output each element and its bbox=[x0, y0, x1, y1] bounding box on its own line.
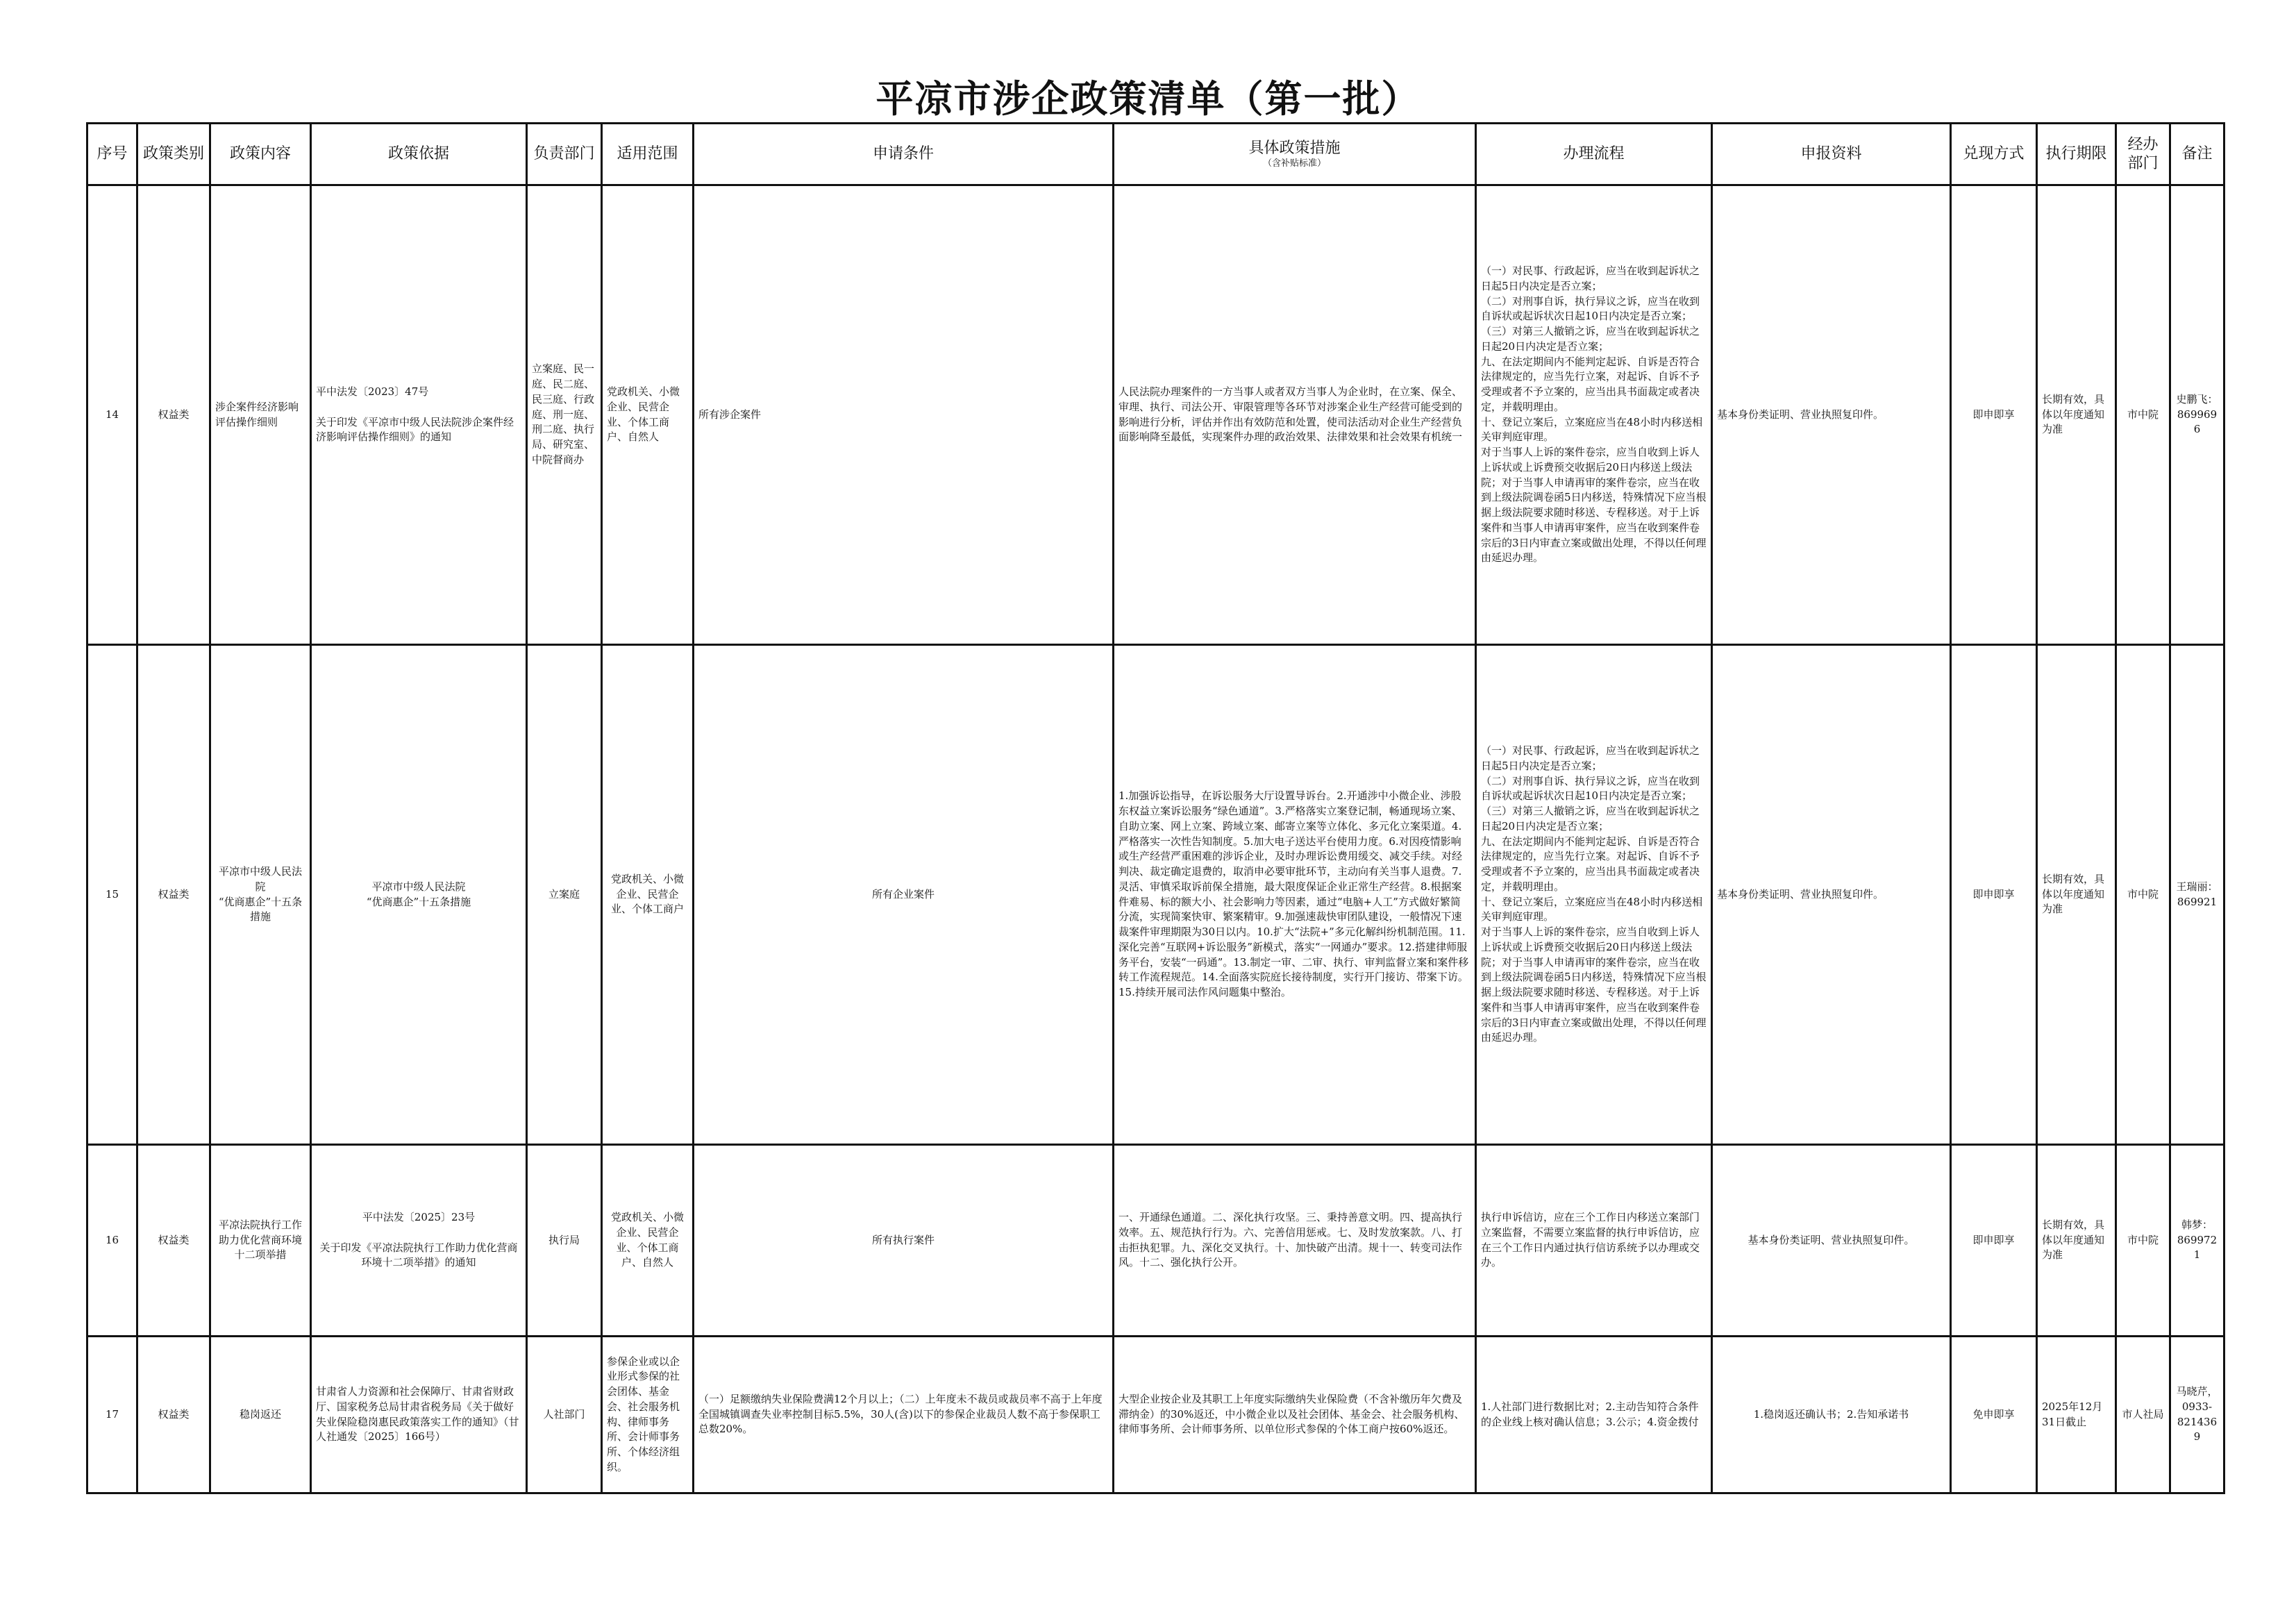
cell-content: 涉企案件经济影响评估操作细则 bbox=[210, 185, 311, 645]
header-remark: 备注 bbox=[2170, 124, 2224, 185]
cell-process: （一）对民事、行政起诉，应当在收到起诉状之日起5日内决定是否立案； （二）对刑事自诉，执行异议之诉，应当在收到自诉状或起诉状次日起10日内决定是否立案； （三）对第三人撤销之诉，应当在收到起诉状之日起20日内决定是否立案； 九、在法定期间内不能判定起诉、自诉是否符合法律规定的，应当先行立案，对起诉、自诉不予受理或者不予立案的，应当出具书面裁定或者决定，并载明理由。 十、登记立案后，立案庭应当在48小时内移送相关审判庭审理。 对于当事人上诉的案件卷宗，应当自收到上诉人上诉状或上诉费预交收据后20日内移送上级法院；对于当事人申请再审的案件卷宗，应当在收到上级法院调卷函5日内移送，特殊情况下应当根据上级法院要求随时移送、专程移送。对于上诉案件和当事人申请再审案件，应当在收到案件卷宗后的3日内审查立案或做出处理，不得以任何理由延迟办理。 bbox=[1476, 185, 1712, 645]
cell-materials: 基本身份类证明、营业执照复印件。 bbox=[1712, 185, 1951, 645]
cell-basis: 平凉市中级人民法院 “优商惠企”十五条措施 bbox=[311, 645, 527, 1145]
cell-remark: 王瑞丽：869921 bbox=[2170, 645, 2224, 1145]
header-measures-label: 具体政策措施 bbox=[1248, 140, 1341, 158]
cell-basis: 平中法发〔2023〕47号 关于印发《平凉市中级人民法院涉企案件经济影响评估操作细则》的通知 bbox=[311, 185, 527, 645]
cell-basis: 甘肃省人力资源和社会保障厅、甘肃省财政厅、国家税务总局甘肃省税务局《关于做好失业保险稳岗惠民政策落实工作的通知》（甘人社通发〔2025〕166号） bbox=[311, 1337, 527, 1493]
cell-method: 即申即享 bbox=[1951, 1145, 2037, 1337]
cell-category: 权益类 bbox=[137, 1145, 210, 1337]
header-scope: 适用范围 bbox=[602, 124, 694, 185]
cell-method: 免申即享 bbox=[1951, 1337, 2037, 1493]
cell-agency: 市中院 bbox=[2116, 185, 2170, 645]
table-row bbox=[87, 645, 2224, 1145]
header-category: 政策类别 bbox=[137, 124, 210, 185]
cell-content: 平凉市中级人民法院 “优商惠企”十五条措施 bbox=[210, 645, 311, 1145]
cell-conditions: 所有涉企案件 bbox=[694, 185, 1114, 645]
cell-conditions: 所有执行案件 bbox=[694, 1145, 1114, 1337]
cell-materials: 1.稳岗返还确认书；2.告知承诺书 bbox=[1712, 1337, 1951, 1493]
cell-materials: 基本身份类证明、营业执照复印件。 bbox=[1712, 645, 1951, 1145]
cell-materials: 基本身份类证明、营业执照复印件。 bbox=[1712, 1145, 1951, 1337]
cell-measures: 一、开通绿色通道。二、深化执行攻坚。三、秉持善意文明。四、提高执行效率。五、规范执行行为。六、完善信用惩戒。七、及时发放案款。八、打击拒执犯罪。九、深化交叉执行。十、加快破产出清。规十一、转变司法作风。十二、强化执行公开。 bbox=[1114, 1145, 1476, 1337]
header-measures bbox=[1114, 124, 1476, 185]
header-method: 兑现方式 bbox=[1951, 124, 2037, 185]
cell-period: 长期有效，具体以年度通知为准 bbox=[2037, 185, 2116, 645]
cell-dept: 执行局 bbox=[527, 1145, 602, 1337]
cell-conditions: （一）足额缴纳失业保险费满12个月以上；（二）上年度未不裁员或裁员率不高于上年度全国城镇调查失业率控制目标5.5%，30人(含)以下的参保企业裁员人数不高于参保职工总数20%。 bbox=[694, 1337, 1114, 1493]
policy-table bbox=[86, 122, 2225, 1494]
cell-period: 长期有效，具体以年度通知为准 bbox=[2037, 645, 2116, 1145]
cell-category: 权益类 bbox=[137, 645, 210, 1145]
cell-process: 1.人社部门进行数据比对；2.主动告知符合条件的企业线上核对确认信息；3.公示；4.资金拨付 bbox=[1476, 1337, 1712, 1493]
table-row bbox=[87, 1145, 2224, 1337]
header-conditions: 申请条件 bbox=[694, 124, 1114, 185]
cell-conditions: 所有企业案件 bbox=[694, 645, 1114, 1145]
table-row bbox=[87, 1337, 2224, 1493]
cell-period: 长期有效，具体以年度通知为准 bbox=[2037, 1145, 2116, 1337]
cell-measures: 人民法院办理案件的一方当事人或者双方当事人为企业时，在立案、保全、审理、执行、司法公开、审限管理等各环节对涉案企业生产经营可能受到的影响进行分析，评估并作出有效防范和处置，使司法活动对企业生产经营负面影响降至最低，实现案件办理的政治效果、法律效果和社会效果有机统一 bbox=[1114, 185, 1476, 645]
cell-dept: 立案庭、民一庭、民二庭、民三庭、行政庭、刑一庭、刑二庭、执行局、研究室、中院督商办 bbox=[527, 185, 602, 645]
cell-remark: 韩梦：8699721 bbox=[2170, 1145, 2224, 1337]
cell-agency: 市中院 bbox=[2116, 645, 2170, 1145]
cell-remark: 史鹏飞：8699696 bbox=[2170, 185, 2224, 645]
header-dept: 负责部门 bbox=[527, 124, 602, 185]
header-row bbox=[87, 124, 2224, 185]
cell-agency: 市人社局 bbox=[2116, 1337, 2170, 1493]
header-materials: 申报资料 bbox=[1712, 124, 1951, 185]
cell-agency: 市中院 bbox=[2116, 1145, 2170, 1337]
cell-period: 2025年12月31日截止 bbox=[2037, 1337, 2116, 1493]
header-agency: 经办部门 bbox=[2116, 124, 2170, 185]
cell-remark: 马晓芹，0933-8214369 bbox=[2170, 1337, 2224, 1493]
header-period: 执行期限 bbox=[2037, 124, 2116, 185]
header-process: 办理流程 bbox=[1476, 124, 1712, 185]
cell-dept: 立案庭 bbox=[527, 645, 602, 1145]
cell-scope: 党政机关、小微企业、民营企业、个体工商户、自然人 bbox=[602, 185, 694, 645]
page-title: 平凉市涉企政策清单（第一批） bbox=[875, 76, 1421, 121]
cell-seq: 15 bbox=[87, 645, 137, 1145]
cell-method: 即申即享 bbox=[1951, 645, 2037, 1145]
cell-scope: 党政机关、小微企业、民营企业、个体工商户 bbox=[602, 645, 694, 1145]
cell-category: 权益类 bbox=[137, 1337, 210, 1493]
header-measures-sub: （含补贴标准） bbox=[1262, 158, 1326, 169]
cell-process: （一）对民事、行政起诉，应当在收到起诉状之日起5日内决定是否立案； （二）对刑事自诉、执行异议之诉，应当在收到自诉状或起诉状次日起10日内决定是否立案； （三）对第三人撤销之诉，应当在收到起诉状之日起20日内决定是否立案； 九、在法定期间内不能判定起诉、自诉是否符合法律规定的，应当先行立案。对起诉、自诉不予受理或者不予立案的，应当出具书面裁定或者决定，并载明理由。 十、登记立案后，立案庭应当在48小时内移送相关审判庭审理。 对于当事人上诉的案件卷宗，应当自收到上诉人上诉状或上诉费预交收据后20日内移送上级法院；对于当事人申请再审的案件卷宗，应当在收到上级法院调卷函5日内移送，特殊情况下应当根据上级法院要求随时移送、专程移送。对于上诉案件和当事人申请再审案件，应当在收到案件卷宗后的3日内审查立案或做出处理，不得以任何理由延迟办理。 bbox=[1476, 645, 1712, 1145]
header-content: 政策内容 bbox=[210, 124, 311, 185]
cell-seq: 16 bbox=[87, 1145, 137, 1337]
cell-dept: 人社部门 bbox=[527, 1337, 602, 1493]
header-basis: 政策依据 bbox=[311, 124, 527, 185]
cell-basis: 平中法发〔2025〕23号 关于印发《平凉法院执行工作助力优化营商环境十二项举措》的通知 bbox=[311, 1145, 527, 1337]
table-row bbox=[87, 185, 2224, 645]
cell-scope: 党政机关、小微企业、民营企业、个体工商户、自然人 bbox=[602, 1145, 694, 1337]
cell-seq: 17 bbox=[87, 1337, 137, 1493]
cell-category: 权益类 bbox=[137, 185, 210, 645]
cell-content: 稳岗返还 bbox=[210, 1337, 311, 1493]
cell-seq: 14 bbox=[87, 185, 137, 645]
cell-process: 执行申诉信访，应在三个工作日内移送立案部门立案监督，不需要立案监督的执行申诉信访，应在三个工作日内通过执行信访系统予以办理或交办。 bbox=[1476, 1145, 1712, 1337]
cell-scope: 参保企业或以企业形式参保的社会团体、基金会、社会服务机构、律师事务所、会计师事务所、个体经济组织。 bbox=[602, 1337, 694, 1493]
cell-content: 平凉法院执行工作助力优化营商环境十二项举措 bbox=[210, 1145, 311, 1337]
cell-measures: 1.加强诉讼指导，在诉讼服务大厅设置导诉台。2.开通涉中小微企业、涉股东权益立案诉讼服务“绿色通道”。3.严格落实立案登记制，畅通现场立案、自助立案、网上立案、跨域立案、邮寄立案等立体化、多元化立案渠道。4.严格落实一次性告知制度。5.加大电子送达平台使用力度。6.对因疫情影响或生产经营严重困难的涉诉企业，及时办理诉讼费用缓交、减交手续。对经判决、裁定确定退费的，取消申必要审批环节，主动向有关当事人退费。7.灵活、审慎采取诉前保全措施，最大限度保证企业正常生产经营。8.根据案件难易、标的额大小、社会影响力等因素，通过“电脑+人工”方式做好繁简分流，实现简案快审、繁案精审。9.加强速裁快审团队建设，一般情况下速裁案件审理期限为30日以内。10.扩大“法院+”多元化解纠纷机制范围。11.深化完善“互联网+诉讼服务”新模式，落实“一网通办”要求。12.搭建律师服务平台，安装“一码通”。13.制定一审、二审、执行、审判监督立案和案件移转工作流程规范。14.全面落实院庭长接待制度，实行开门接访、带案下访。15.持续开展司法作风问题集中整治。 bbox=[1114, 645, 1476, 1145]
cell-method: 即申即享 bbox=[1951, 185, 2037, 645]
header-seq: 序号 bbox=[87, 124, 137, 185]
cell-measures: 大型企业按企业及其职工上年度实际缴纳失业保险费（不含补缴历年欠费及滞纳金）的30%返还，中小微企业以及社会团体、基金会、社会服务机构、律师事务所、会计师事务所、以单位形式参保的个体工商户按60%返还。 bbox=[1114, 1337, 1476, 1493]
